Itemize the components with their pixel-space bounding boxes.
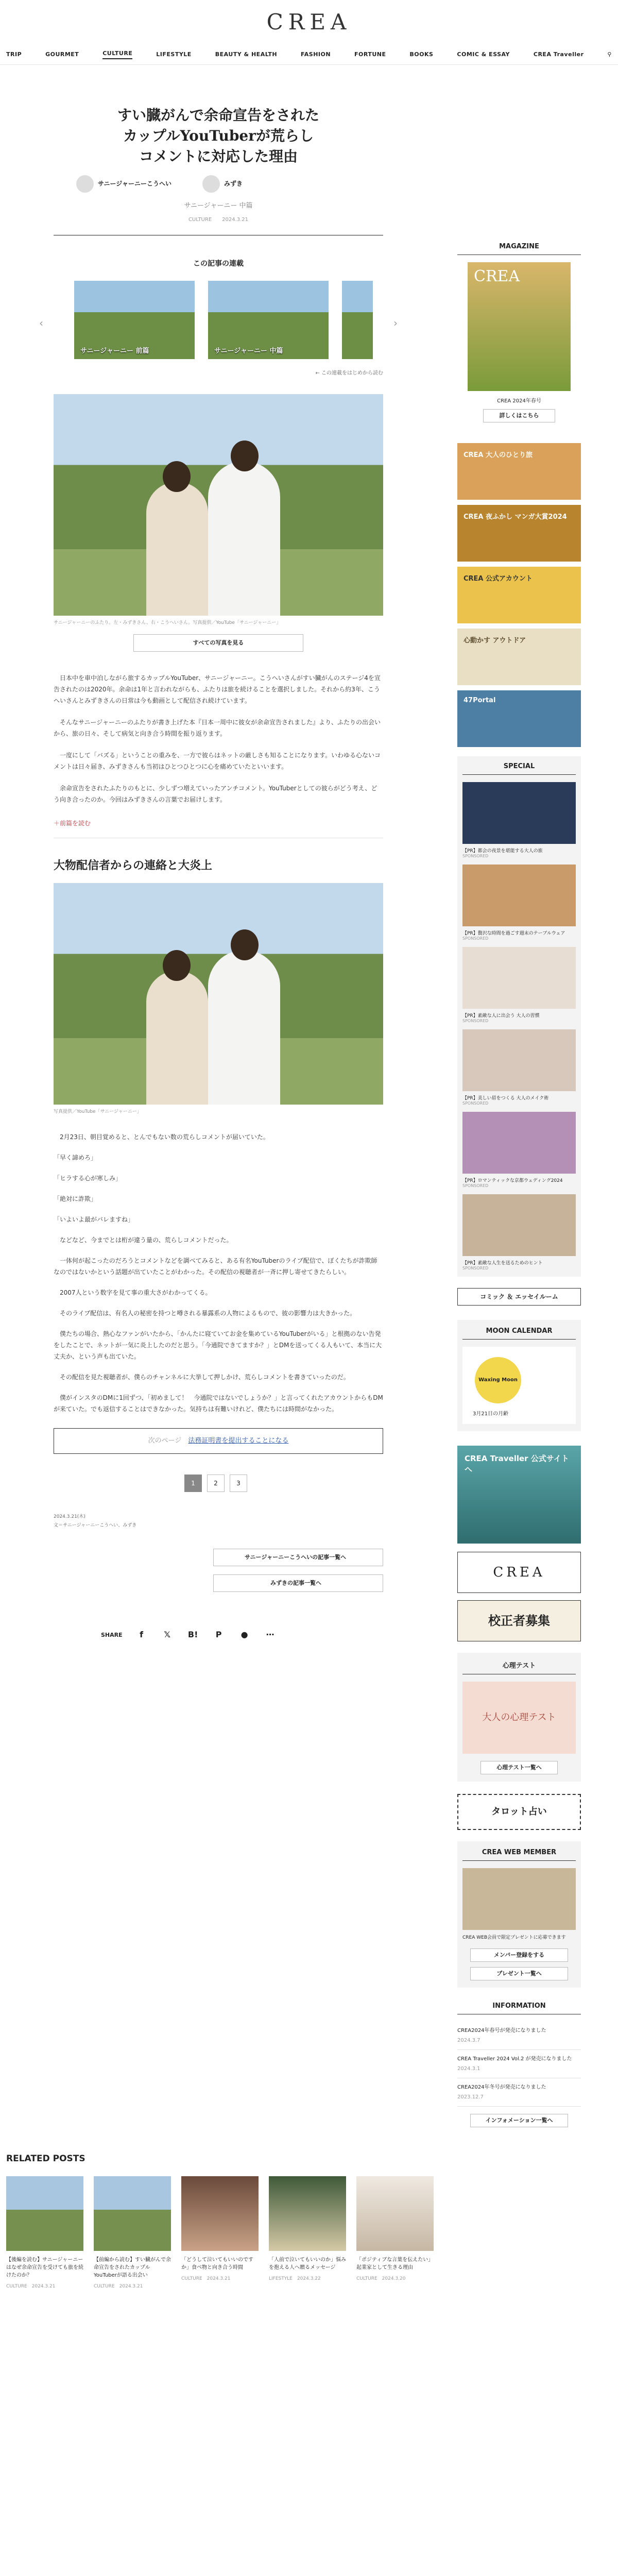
paragraph: 2007人という数字を見て事の重大さがわかってくる。	[54, 1289, 212, 1296]
nav-lifestyle[interactable]: LIFESTYLE	[156, 51, 192, 58]
proof-banner[interactable]: 校正者募集	[457, 1600, 581, 1641]
moon-widget[interactable]	[462, 1347, 576, 1424]
related-card[interactable]: 【後編を読む】サニージャーニーはなぜ余命宣告を受けても旅を続けたのか？ CULTURE 2024.3.21	[6, 2176, 83, 2289]
avatar	[202, 175, 220, 193]
banner[interactable]: 心動かす アウトドア	[457, 629, 581, 685]
section-photo[interactable]	[54, 883, 383, 1105]
page-2[interactable]: 2	[207, 1475, 225, 1492]
nav-beauty[interactable]: BEAUTY & HEALTH	[215, 51, 278, 58]
psych-heading: 心理テスト	[502, 1662, 536, 1670]
nav-traveller[interactable]: CREA Traveller	[533, 51, 584, 58]
avatar	[76, 175, 94, 193]
share-bar	[54, 1628, 383, 1641]
paragraph: 一体何が起こったのだろうとコメントなどを調べてみると、ある有名YouTuberのライブ配信で、ぼくたちが詐欺師なのではないかという話題が出ていたことがわかった。その配信の視聴者が一斉に押し寄せてきたらしい。	[54, 1257, 377, 1276]
banner[interactable]: 47Portal	[457, 690, 581, 747]
article-title: すい臓がんで余命宣告をされた カップルYouTuberが荒らし コメントに対応した理由	[117, 107, 319, 165]
related-card[interactable]: 「ポジティブな言葉を伝えたい」起業家として生きる理由 CULTURE 2024.3.20	[356, 2176, 434, 2289]
related-posts	[6, 2154, 434, 2289]
paragraph: 「いよいよ最がバレますね」	[54, 1216, 134, 1223]
photo-caption: 写真提供／YouTube「サニージャーニー」	[54, 1109, 142, 1114]
paragraph: 日本中を車中泊しながら旅するカップルYouTuber、サニージャーニー。こうへいさんがすい臓がんのステージ4を宣告されたのは2020年。余命は1年と言われながらも、ふたりは旅を続けることを選択しました。それから約3年、こうへいさんとみずきさんの日常は今も動画として配信され続けています。	[54, 674, 381, 704]
page-1[interactable]: 1	[184, 1475, 202, 1492]
special-box	[457, 756, 581, 1277]
paragraph: そんなサニージャーニーのふたりが書き上げた本『日本一周中に彼女が余命宣告されました』より、ふたりの出会いから、旅の日々、そして病気と向き合う時間を振り返ります。	[54, 719, 381, 737]
more-icon[interactable]: ⋯	[266, 1630, 274, 1639]
main-nav	[0, 44, 618, 65]
related-card[interactable]: 「どうして泣いてもいいのですか」食べ物と向き合う時間 CULTURE 2024.3.21	[181, 2176, 259, 2289]
related-heading: RELATED POSTS	[6, 2154, 85, 2164]
nav-fashion[interactable]: FASHION	[301, 51, 331, 58]
magazine-cover[interactable]: CREA	[468, 262, 571, 391]
search-icon[interactable]: ⚲	[607, 51, 612, 58]
share-label: SHARE	[101, 1631, 123, 1638]
special-item[interactable]: 【PR】美しい眉をつくる 大人のメイク術 SPONSORED	[462, 1029, 576, 1106]
special-item[interactable]: 【PR】贅沢な時間を過ごす週末のテーブルウェア SPONSORED	[462, 865, 576, 941]
paragraph: 余命宣告をされたふたりのもとに、少しずつ増えていったアンチコメント。YouTuberとしての彼らがどう考え、どう向き合ったのか。今回はみずきさんの言葉でお届けします。	[54, 785, 377, 803]
nav-trip[interactable]: TRIP	[6, 51, 22, 58]
paragraph: 「絶対に詐欺」	[54, 1195, 97, 1202]
paragraph: 2月23日、朝目覚めると、とんでもない数の荒らしコメントが届いていた。	[54, 1133, 269, 1141]
hero-figure-2	[54, 883, 383, 1120]
special-item[interactable]: 【PR】素敵な人に出会う 大人の習慣 SPONSORED	[462, 947, 576, 1023]
page-3[interactable]: 3	[230, 1475, 247, 1492]
pagination	[54, 1475, 383, 1492]
related-card[interactable]: 【前編から読む】すい臓がんで余命宣告をされたカップルYouTuberが語る出会い CULTURE 2024.3.21	[94, 2176, 171, 2289]
site-header	[0, 0, 618, 44]
special-item[interactable]: 【PR】都会の夜景を堪能する大人の旅 SPONSORED	[462, 782, 576, 858]
read-previous-link[interactable]: ＋前篇を読む	[54, 820, 91, 827]
banner[interactable]: CREA 夜ふかし マンガ大賞2024	[457, 505, 581, 562]
sidebar	[457, 65, 581, 2127]
author-link-2[interactable]: みずき	[202, 175, 243, 193]
author-row	[76, 175, 383, 193]
next-page-button[interactable]: 次のページ 法務証明書を提出することになる	[54, 1428, 383, 1454]
member-box	[457, 1841, 581, 1988]
psych-button[interactable]: 心理テスト一覧へ	[480, 1761, 558, 1774]
nav-books[interactable]: BOOKS	[409, 51, 434, 58]
moon-text: 3月21日の月齢	[473, 1411, 509, 1417]
member-register-button[interactable]: メンバー登録をする	[470, 1948, 568, 1962]
tarot-banner[interactable]: タロット占い	[457, 1794, 581, 1830]
psych-box	[457, 1653, 581, 1782]
article-subtitle: サニージャーニー 中篇	[184, 202, 253, 210]
paragraph: 僕たちの場合、熱心なファンがいたから、「かんたに寝ていてお金を集めているYouTuberがいる」と根拠のない告発をしたことで、ネットが一気に炎上したのだと思う。「今通院できてますか？」とDMを送ってくる人もいて、本当に大丈夫か、という声も出ていた。	[54, 1330, 382, 1360]
article-main	[39, 65, 398, 1641]
banner[interactable]: CREA 大人のひとり旅	[457, 443, 581, 500]
hero-photo[interactable]	[54, 394, 383, 616]
crea-banner[interactable]: CREA	[457, 1552, 581, 1593]
magazine-button[interactable]: 詳しくはこちら	[483, 409, 555, 422]
photo-caption: サニージャーニーのふたり。左・みずきさん、右・こうへいさん。写真提供／YouTube「サニージャーニー」	[54, 620, 281, 625]
paragraph: 一度にして「バズる」ということの重みを、一方で彼らはネットの厳しさも知ることになります。いわゆる心ないコメントは日々届き、みずきさんも当初はひとつひとつに心を痛めていたといいます。	[54, 752, 381, 770]
banner-list	[457, 443, 581, 747]
special-heading: SPECIAL	[503, 762, 535, 770]
paragraph: などなど、今までとは桁が違う量の、荒らしコメントだった。	[54, 1236, 233, 1244]
carousel-item[interactable]	[342, 281, 373, 359]
magazine-issue: CREA 2024年春号	[497, 398, 541, 404]
carousel-item[interactable]: サニージャーニー 中篇	[208, 281, 329, 359]
publish-date: 2024.3.21(木)	[54, 1514, 85, 1519]
paragraph: 僕がインスタのDMに1回ずつ、「初めまして！ 今通院ではないでしょうか？」と言ってくれたアカウントからもDMが来ていた。でも返信することはできなかった。気持ちは有難いけれど、僕たちには時間がなかった。	[54, 1394, 383, 1413]
paragraph: 「ヒラする心が寒しみ」	[54, 1175, 122, 1182]
info-heading: INFORMATION	[492, 2002, 546, 2010]
chevron-left-icon[interactable]: ‹	[39, 317, 43, 329]
psych-image[interactable]: 大人の心理テスト	[462, 1682, 576, 1754]
member-heading: CREA WEB MEMBER	[482, 1849, 557, 1856]
nav-fortune[interactable]: FORTUNE	[354, 51, 386, 58]
special-item[interactable]: 【PR】ロマンティックな京都ウェディング2024 SPONSORED	[462, 1112, 576, 1188]
paragraph: そのライブ配信は、有名人の秘密を持つと噂される暴露系の人物によるもので、彼の影響力は大きかった。	[54, 1310, 356, 1317]
moon-phase: Waxing Moon	[475, 1357, 521, 1403]
bookmark-icon[interactable]: B!	[187, 1630, 198, 1639]
moon-heading: MOON CALENDAR	[486, 1327, 553, 1335]
author-link-1[interactable]: サニージャーニーこうへい	[76, 175, 171, 193]
article-meta: CULTURE 2024.3.21	[188, 217, 249, 223]
hero-figure	[54, 394, 383, 631]
chevron-right-icon[interactable]: ›	[393, 317, 398, 329]
traveller-banner[interactable]: CREA Traveller 公式サイトへ	[457, 1446, 581, 1544]
moon-box	[457, 1320, 581, 1431]
facebook-icon[interactable]: f	[140, 1630, 144, 1639]
present-list-button[interactable]: プレゼント一覧へ	[470, 1967, 568, 1980]
info-list-button[interactable]: インフォメーション一覧へ	[470, 2114, 568, 2127]
all-photos-button[interactable]: すべての写真を見る	[133, 634, 303, 652]
paragraph: その配信を見た視聴者が、僕らのチャンネルに大挙して押しかけ、荒らしコメントを書きていったのだ。	[54, 1374, 350, 1381]
magazine-heading: MAGAZINE	[499, 243, 539, 250]
nav-comic[interactable]: COMIC & ESSAY	[457, 51, 510, 58]
series-heading: この記事の連載	[193, 260, 244, 268]
author1-articles-button[interactable]: サニージャーニーこうへいの記事一覧へ	[213, 1549, 383, 1566]
info-item[interactable]: CREA2024年冬号が発売になりました 2023.12.7	[457, 2078, 581, 2107]
info-item[interactable]: CREA2024年春号が発売になりました 2024.3.7	[457, 2022, 581, 2050]
related-card[interactable]: 「人前で泣いてもいいのか」悩みを抱える人へ贈るメッセージ LIFESTYLE 2024.3.22	[269, 2176, 346, 2289]
nav-culture[interactable]: CULTURE	[102, 50, 132, 59]
special-item[interactable]: 【PR】素敵な人生を送るためのヒント SPONSORED	[462, 1194, 576, 1270]
x-icon[interactable]: 𝕏	[164, 1630, 171, 1639]
info-item[interactable]: CREA Traveller 2024 Vol.2 が発売になりました 2024.3.1	[457, 2050, 581, 2078]
line-icon[interactable]: ●	[241, 1630, 248, 1639]
credit: 文＝サニージャーニーこうへい、みずき	[54, 1523, 137, 1528]
paragraph: 「早く諦めろ」	[54, 1154, 97, 1161]
section-heading: 大物配信者からの連絡と大炎上	[54, 859, 213, 872]
series-carousel	[39, 281, 398, 384]
nav-gourmet[interactable]: GOURMET	[45, 51, 79, 58]
carousel-item[interactable]: サニージャーニー 前篇	[74, 281, 195, 359]
member-text: CREA WEB会員で限定プレゼントに応募できます	[462, 1935, 566, 1940]
site-logo[interactable]: CREA	[266, 9, 352, 35]
pinterest-icon[interactable]: P	[215, 1630, 222, 1639]
banner[interactable]: CREA 公式アカウント	[457, 567, 581, 623]
author2-articles-button[interactable]: みずきの記事一覧へ	[213, 1574, 383, 1592]
series-link[interactable]: ← この連載をはじめから読む	[315, 370, 383, 376]
comic-banner[interactable]: コミック ＆ エッセイルーム	[457, 1288, 581, 1306]
